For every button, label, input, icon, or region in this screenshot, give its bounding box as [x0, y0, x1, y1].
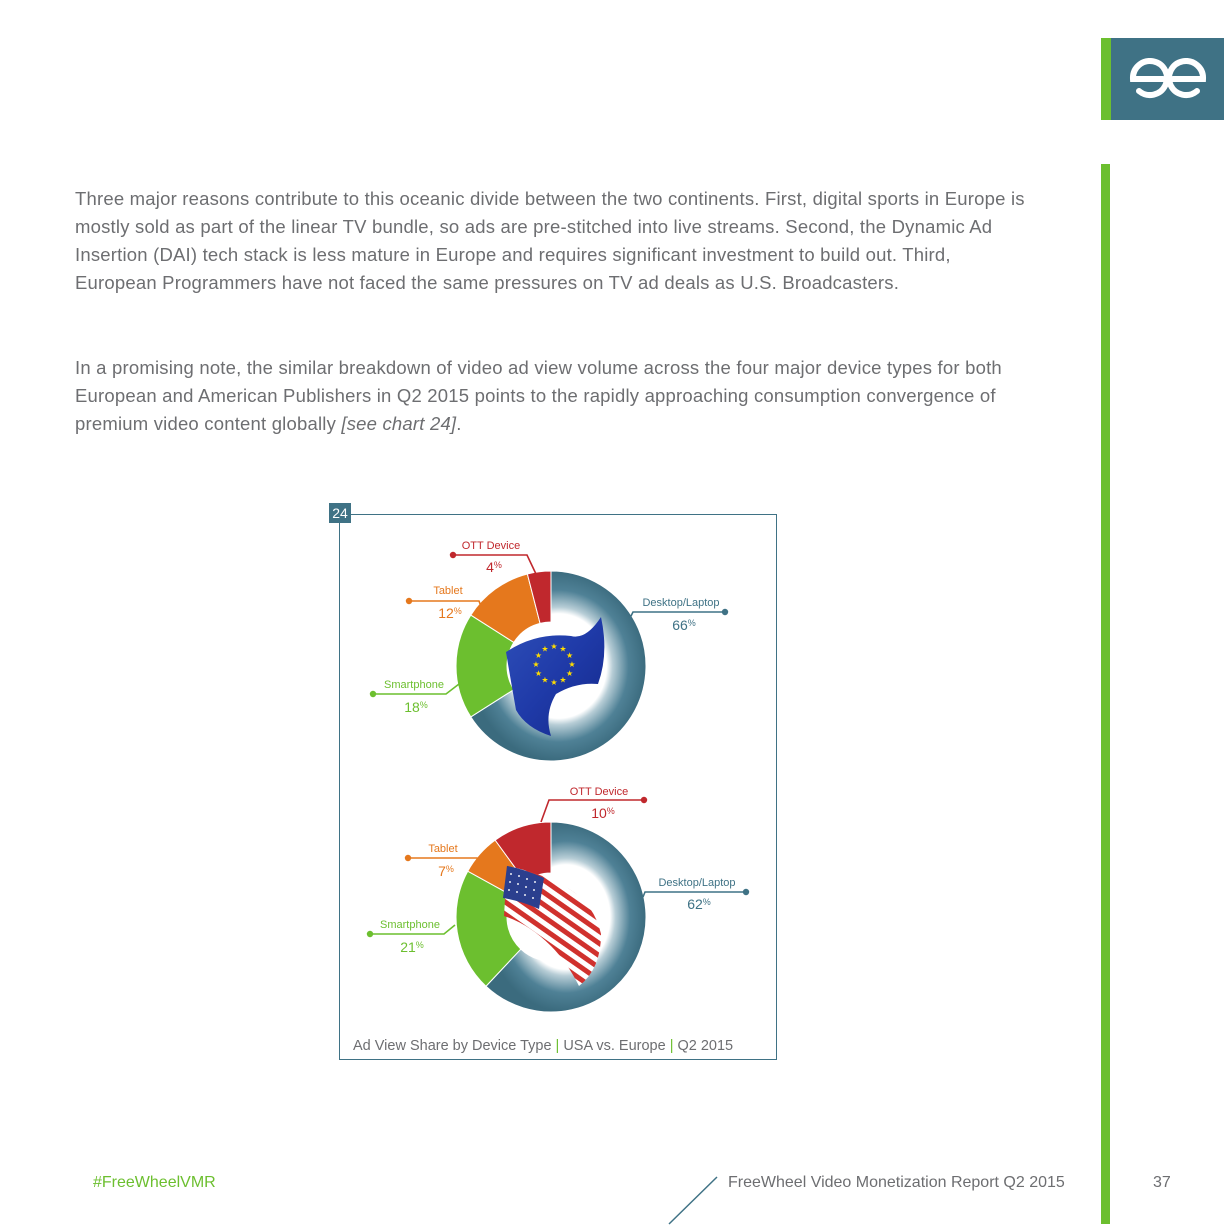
percent-sign: % [687, 618, 696, 628]
eu-star-icon: ★ [568, 660, 576, 669]
us-label-smartphone: Smartphone [380, 919, 440, 931]
us-value-tablet [438, 863, 454, 879]
footer-slash-divider [665, 1175, 721, 1225]
caption-comparison: USA vs. Europe [563, 1038, 666, 1054]
header-logo-tab [1101, 38, 1224, 120]
us-value-tablet-num: 7 [438, 863, 446, 879]
chart-reference: [see chart 24] [341, 413, 457, 434]
eu-star-icon: ★ [566, 669, 574, 678]
page-number: 37 [1153, 1174, 1171, 1191]
us-value-desktop-num: 62 [687, 896, 703, 912]
body-paragraph-1: Three major reasons contribute to this oceanic divide between the two continents. First, digital sports in Europe is mostly sold as part of the linear TV bundle, so ads are pre-stitched into live streams. Second, the Dynamic Ad Insertion (DAI) tech stack is less mature in Europe and requires significant investment to build out. Third, European Programmers have not faced the same pressures on TV ad deals as U.S. Broadcasters. [75, 188, 1025, 293]
eu-star-icon: ★ [541, 675, 549, 685]
percent-sign: % [493, 560, 502, 570]
eu-star-icon: ★ [550, 642, 558, 651]
eu-star-icon: ★ [534, 669, 542, 678]
us-label-tablet: Tablet [428, 843, 458, 855]
eu-value-ott [486, 559, 502, 575]
us-value-desktop [687, 896, 711, 912]
eu-value-smartphone-num: 18 [404, 699, 420, 715]
us-value-smartphone [400, 939, 424, 955]
device-share-chart [339, 514, 777, 1060]
eu-value-smartphone [404, 699, 428, 715]
logo-accent-stripe [1101, 38, 1111, 120]
freewheel-logo-icon [1129, 58, 1207, 100]
eu-label-ott: OTT Device [461, 540, 521, 552]
chart-number-badge: 24 [329, 503, 351, 523]
us-value-ott [591, 805, 615, 821]
us-value-smartphone-num: 21 [400, 939, 416, 955]
percent-sign: % [415, 940, 424, 950]
paragraph-2-text: In a promising note, the similar breakdown of video ad view volume across the four major device types for both European and American Publishers in Q2 2015 points to the rapidly approaching consumption convergence of premium video content globally [75, 357, 1002, 434]
eu-star-icon: ★ [559, 675, 567, 685]
eu-label-desktop: Desktop/Laptop [642, 597, 720, 609]
percent-sign: % [702, 897, 711, 907]
eu-label-smartphone: Smartphone [384, 679, 444, 691]
chart-caption [353, 1038, 733, 1054]
eu-value-desktop [672, 617, 696, 633]
percent-sign: % [606, 806, 615, 816]
eu-star-icon: ★ [532, 660, 540, 669]
side-accent-bar [1101, 164, 1110, 1224]
footer-hashtag: #FreeWheelVMR [93, 1174, 216, 1191]
eu-label-tablet: Tablet [433, 585, 463, 597]
caption-title: Ad View Share by Device Type [353, 1038, 552, 1054]
eu-star-icon: ★ [534, 651, 542, 660]
caption-separator: | [669, 1038, 674, 1054]
paragraph-2-end: . [456, 413, 462, 434]
percent-sign: % [453, 606, 462, 616]
eu-star-icon: ★ [541, 644, 549, 654]
eu-value-ott-num: 4 [486, 559, 494, 575]
us-value-ott-num: 10 [591, 805, 607, 821]
caption-period: Q2 2015 [677, 1038, 734, 1054]
footer-report-title: FreeWheel Video Monetization Report Q2 2015 [728, 1174, 1065, 1191]
percent-sign: % [419, 700, 428, 710]
eu-star-icon: ★ [559, 644, 567, 654]
eu-value-tablet [438, 605, 462, 621]
us-label-ott: OTT Device [569, 786, 629, 798]
eu-star-icon: ★ [550, 678, 558, 687]
eu-star-icon: ★ [566, 651, 574, 660]
eu-value-tablet-num: 12 [438, 605, 454, 621]
eu-value-desktop-num: 66 [672, 617, 688, 633]
us-label-desktop: Desktop/Laptop [658, 877, 736, 889]
body-paragraph-2 [75, 354, 1035, 438]
percent-sign: % [445, 864, 454, 874]
caption-separator: | [555, 1038, 560, 1054]
